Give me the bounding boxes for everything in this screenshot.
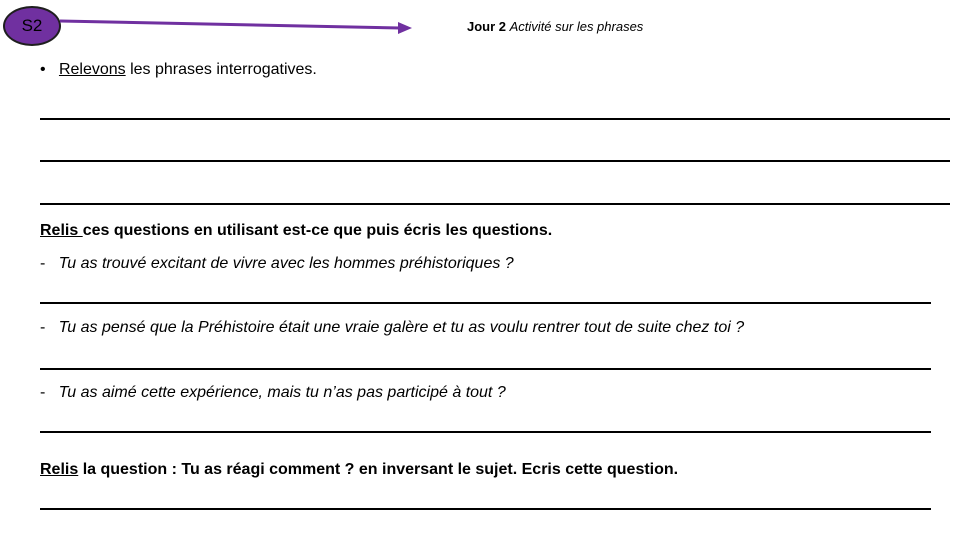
bullet-icon: •: [40, 61, 46, 78]
exercise2-rest: ces questions en utilisant est-ce que puis écris les questions.: [82, 222, 553, 239]
answer-line: [40, 203, 950, 205]
exercise3-instruction: [40, 461, 678, 479]
answer-line: [40, 368, 931, 370]
question-item: [40, 384, 506, 402]
exercise1-verb: Relevons: [58, 61, 126, 78]
header-activity: Activité sur les phrases: [509, 19, 644, 34]
exercise1-rest: les phrases interrogatives.: [125, 61, 317, 78]
exercise3-rest: la question : Tu as réagi comment ? en inversant le sujet. Ecris cette question.: [78, 461, 679, 478]
question-item: [40, 319, 744, 337]
session-badge-label: S2: [21, 16, 43, 35]
header-day: Jour 2: [467, 19, 507, 34]
answer-line: [40, 118, 950, 120]
question-text: Tu as aimé cette expérience, mais tu n’as pas participé à tout ?: [58, 384, 506, 401]
exercise2-instruction: [40, 222, 552, 240]
answer-line: [40, 160, 950, 162]
question-text: Tu as pensé que la Préhistoire était une vraie galère et tu as voulu rentrer tout de suite chez toi ?: [58, 319, 745, 336]
exercise2-verb: Relis: [40, 222, 83, 239]
arrow-icon: [60, 18, 412, 38]
answer-line: [40, 431, 931, 433]
exercise3-verb: Relis: [40, 461, 79, 478]
answer-line: [40, 508, 931, 510]
question-dash: -: [40, 319, 46, 336]
question-text: Tu as trouvé excitant de vivre avec les hommes préhistoriques ?: [58, 255, 514, 272]
question-dash: -: [40, 384, 46, 401]
session-badge: [3, 6, 61, 46]
question-item: [40, 255, 514, 273]
page-header: [467, 19, 643, 34]
answer-line: [40, 302, 931, 304]
exercise1-instruction: [40, 61, 317, 79]
question-dash: -: [40, 255, 46, 272]
